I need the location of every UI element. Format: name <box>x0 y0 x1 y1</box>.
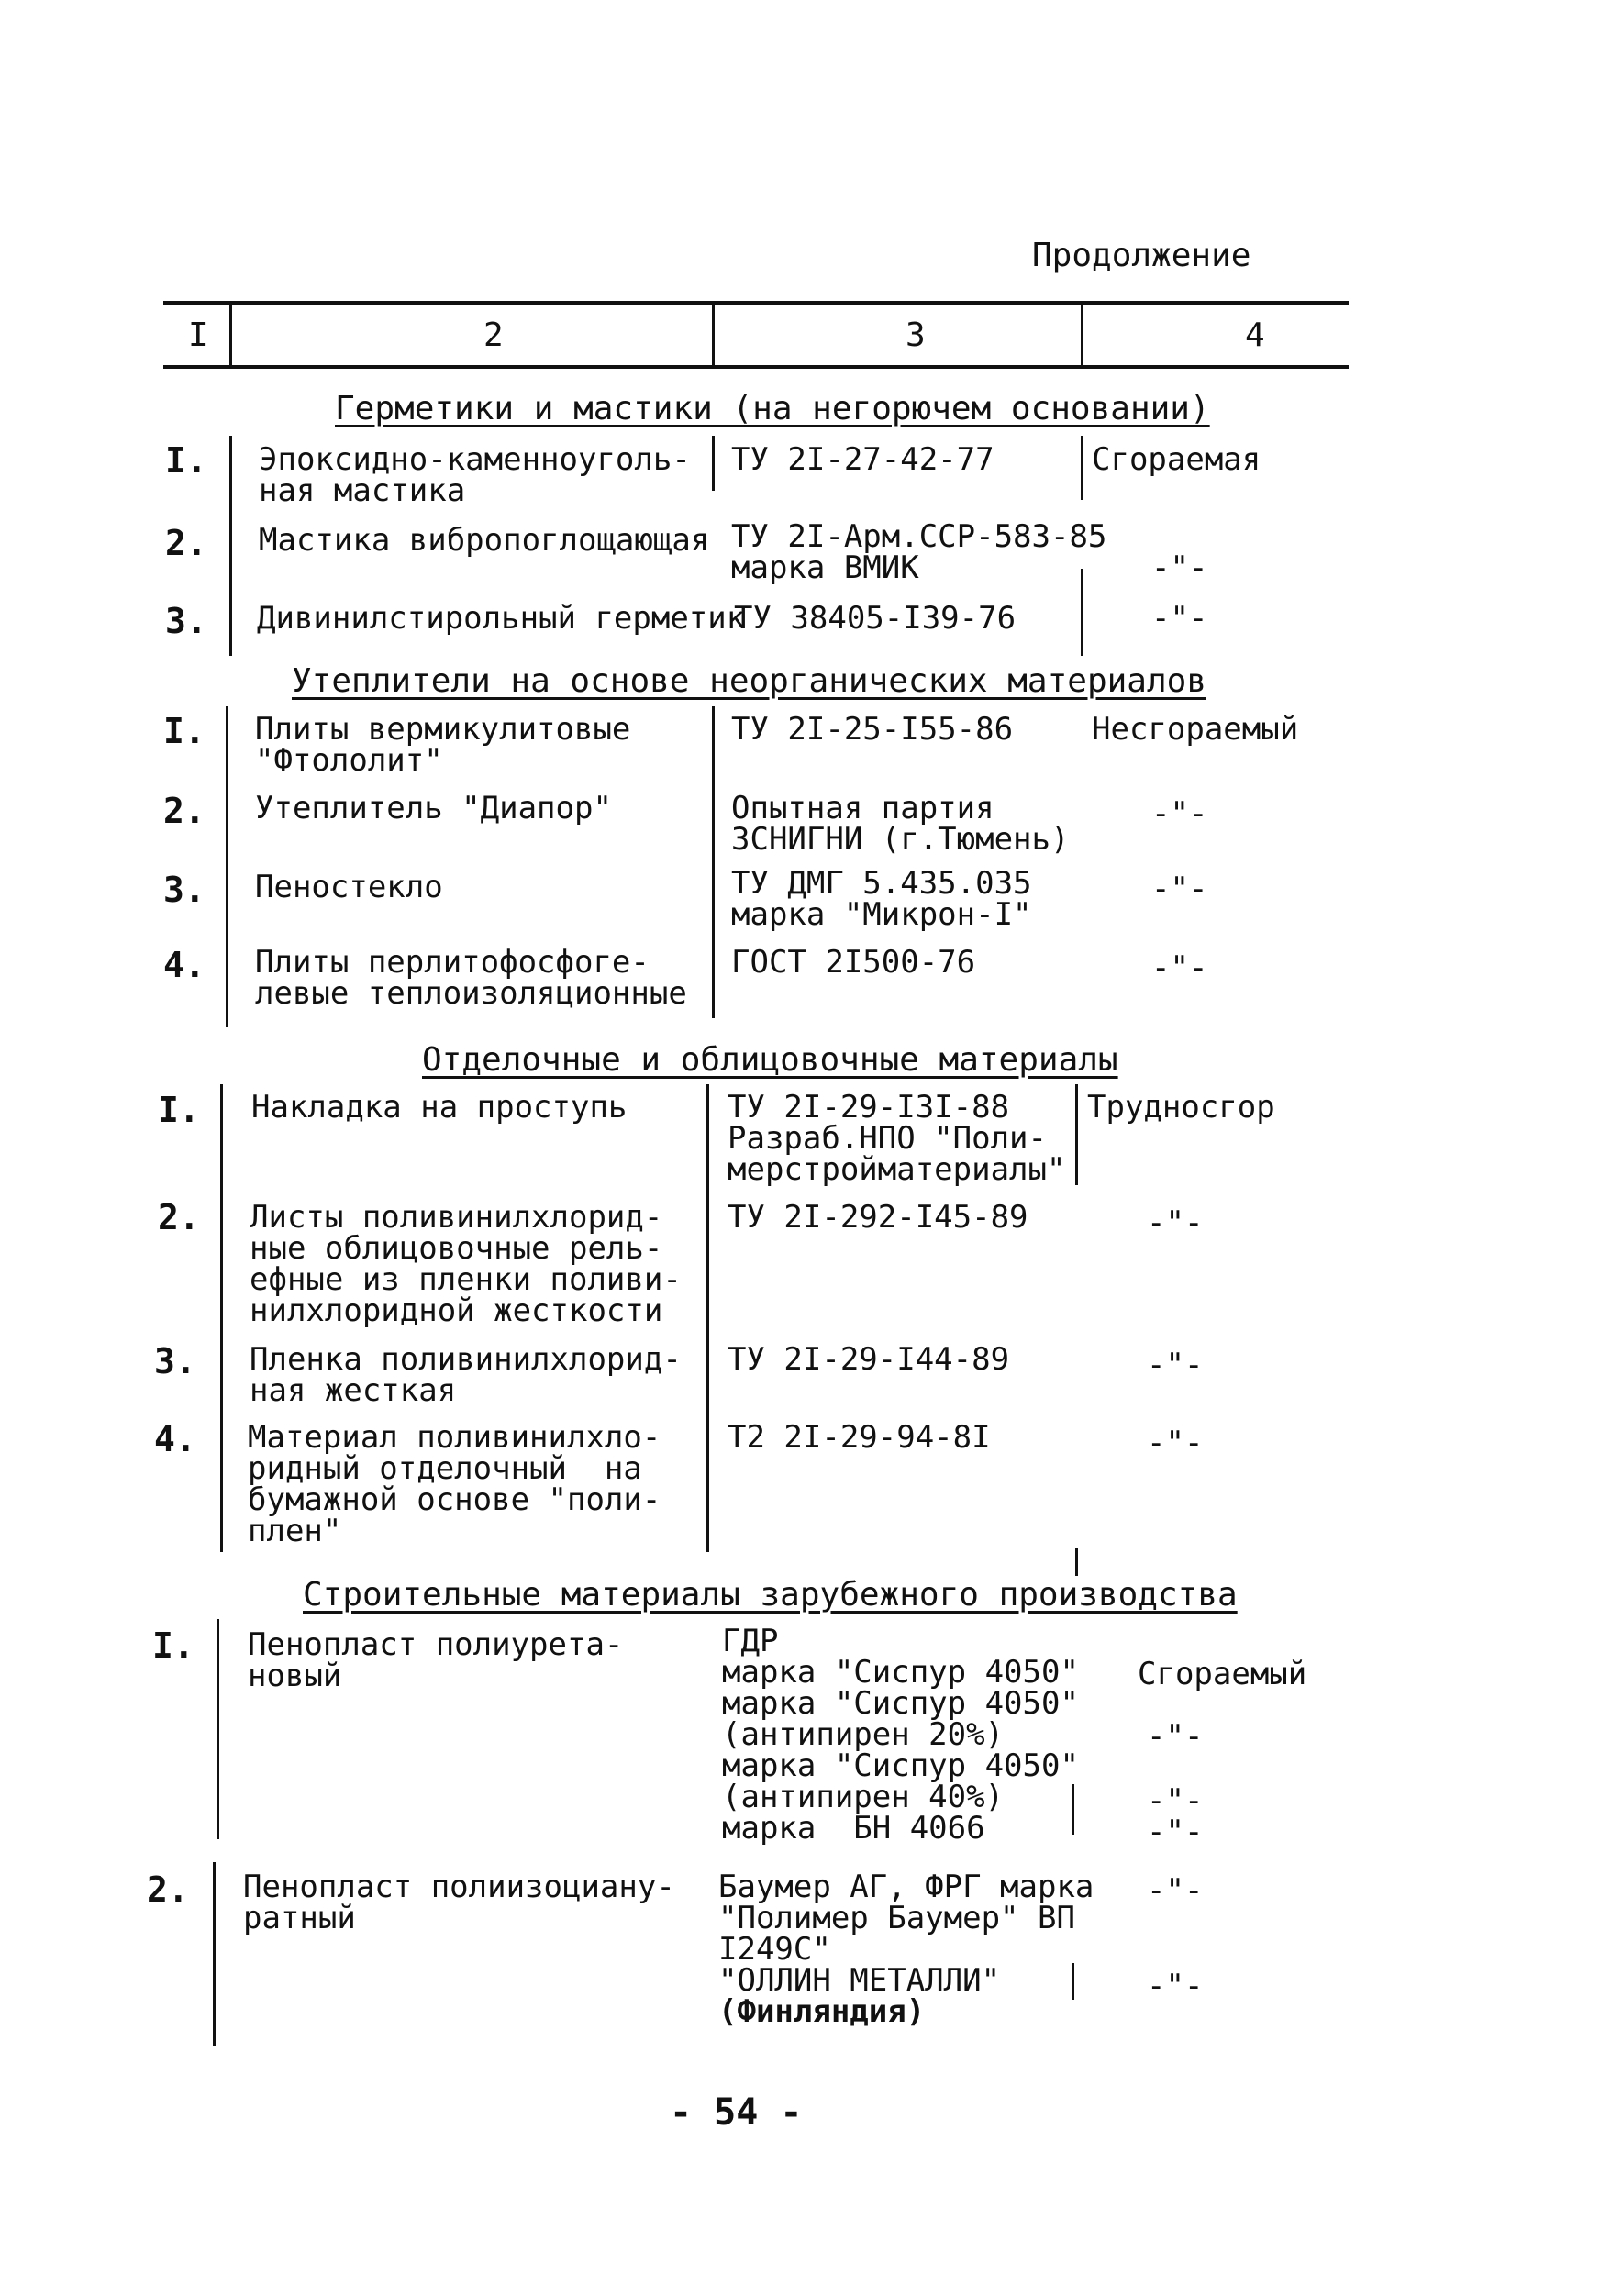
spec-line: ТУ 2I-292-I45-89 <box>728 1199 1028 1236</box>
material-name-line: Материал поливинилхло- <box>248 1419 661 1456</box>
row-number: 2. <box>147 1869 189 1910</box>
row-number: 4. <box>154 1419 196 1459</box>
spec-line: марка "Сиспур 4050" <box>722 1747 1079 1784</box>
row-number: I. <box>152 1625 194 1666</box>
ditto-mark: -"- <box>1147 1425 1204 1461</box>
column-separator <box>226 706 228 1027</box>
material-name-line: новый <box>248 1658 342 1694</box>
spec-line: (антипирен 20%) <box>722 1716 1005 1753</box>
material-name-line: "Фтололит" <box>255 742 443 779</box>
material-name-line: Листы поливинилхлорид- <box>250 1199 663 1236</box>
column-separator <box>1081 436 1083 500</box>
row-number: 4. <box>163 945 206 985</box>
spec-line: ГДР <box>722 1623 779 1659</box>
column-separator <box>220 1084 223 1552</box>
page-number: - 54 - <box>670 2091 803 2134</box>
spec-line: ТУ ДМГ 5.435.035 <box>731 865 1032 902</box>
material-name-line: плен" <box>248 1513 342 1549</box>
row-number: 2. <box>165 523 207 563</box>
material-name-line: ратный <box>243 1900 356 1936</box>
ditto-mark: -"- <box>1147 1204 1204 1241</box>
material-name-line: Дивинилстирольный герметик <box>257 600 746 637</box>
row-number: 3. <box>165 601 207 641</box>
header-bottom-rule <box>163 365 1349 369</box>
ditto-mark: -"- <box>1151 795 1208 832</box>
material-name-line: Пенопласт полиизоциану- <box>243 1869 675 1905</box>
ditto-mark: -"- <box>1151 949 1208 986</box>
flammability-value: Трудносгор <box>1087 1089 1275 1126</box>
flammability-value: Несгораемый <box>1092 711 1299 748</box>
spec-line: ЗСНИГНИ (г.Тюмень) <box>731 821 1070 858</box>
spec-line: (Финляндия) <box>718 1993 926 2030</box>
spec-line: ТУ 2I-29-I3I-88 <box>728 1089 1010 1126</box>
spec-line: ТУ 2I-25-I55-86 <box>731 711 1014 748</box>
ditto-mark: -"- <box>1147 1347 1204 1383</box>
spec-line: (антипирен 40%) <box>722 1779 1005 1815</box>
spec-line: "Полимер Баумер" ВП <box>718 1900 1075 1936</box>
header-separator-2 <box>712 303 715 367</box>
ditto-mark: -"- <box>1147 1872 1204 1909</box>
flammability-value: Сгораемая <box>1092 441 1261 478</box>
row-number: 3. <box>163 870 206 910</box>
header-separator-3 <box>1081 303 1083 367</box>
ditto-mark: -"- <box>1151 549 1208 586</box>
material-name-line: ная мастика <box>259 472 466 509</box>
row-number: 3. <box>154 1341 196 1381</box>
spec-line: ТУ 2I-29-I44-89 <box>728 1341 1010 1378</box>
row-number: I. <box>163 711 206 751</box>
material-name-line: Пеностекло <box>255 869 443 905</box>
spec-line: мерстройматериалы" <box>728 1151 1066 1188</box>
material-name-line: левые теплоизоляционные <box>255 975 687 1012</box>
column-separator <box>217 1619 219 1839</box>
spec-line: Т2 2I-29-94-8I <box>728 1419 991 1456</box>
spec-line: I249С" <box>718 1931 831 1968</box>
column-separator <box>1081 569 1083 656</box>
spec-line: марка ВМИК <box>731 549 919 586</box>
row-number: I. <box>158 1090 200 1130</box>
section-title: Утеплители на основе неорганических материалов <box>292 662 1206 700</box>
material-name-line: Пленка поливинилхлорид- <box>250 1341 682 1378</box>
spec-line: марка "Сиспур 4050" <box>722 1685 1079 1722</box>
material-name-line: ные облицовочные рель- <box>250 1230 663 1267</box>
spec-line: марка "Микрон-I" <box>731 896 1032 933</box>
spec-line: ТУ 2I-Арм.ССР-583-85 <box>731 518 1107 555</box>
header-top-rule <box>163 301 1349 305</box>
row-number: 2. <box>158 1197 200 1237</box>
material-name-line: ефные из пленки поливи- <box>250 1261 682 1298</box>
material-name-line: ная жесткая <box>250 1372 457 1409</box>
column-separator <box>213 1862 216 2046</box>
spec-line: Баумер АГ, ФРГ марка <box>718 1869 1094 1905</box>
spec-line: Опытная партия <box>731 790 994 826</box>
column-header-2: 2 <box>483 316 504 354</box>
material-name-line: Мастика вибропоглощающая <box>259 522 710 559</box>
material-name-line: ридный отделочный на <box>248 1450 642 1487</box>
material-name-line: Плиты перлитофосфоге- <box>255 944 650 981</box>
spec-line: Разраб.НПО "Поли- <box>728 1120 1047 1157</box>
section-title: Герметики и мастики (на негорючем основании) <box>335 390 1210 427</box>
column-separator <box>712 436 715 491</box>
spec-line: "ОЛЛИН МЕТАЛЛИ" <box>718 1962 1001 1999</box>
row-number: 2. <box>163 791 206 831</box>
section-title: Строительные материалы зарубежного производства <box>303 1576 1238 1614</box>
row-number: I. <box>165 440 207 481</box>
column-separator <box>706 1084 709 1552</box>
material-name-line: Пенопласт полиурета- <box>248 1626 624 1663</box>
ditto-mark: -"- <box>1147 1968 1204 2004</box>
column-separator <box>229 436 232 656</box>
material-name-line: Накладка на проступь <box>251 1089 628 1126</box>
material-name-line: Плиты вермикулитовые <box>255 711 631 748</box>
ditto-mark: -"- <box>1147 1814 1204 1850</box>
ditto-mark: -"- <box>1147 1718 1204 1755</box>
material-name-line: бумажной основе "поли- <box>248 1481 661 1518</box>
column-separator <box>1075 1548 1078 1576</box>
column-separator <box>1072 1963 1074 2000</box>
column-separator <box>1075 1084 1078 1185</box>
continuation-label: Продолжение <box>1032 237 1251 274</box>
section-title: Отделочные и облицовочные материалы <box>422 1041 1118 1079</box>
ditto-mark: -"- <box>1151 600 1208 637</box>
material-name-line: Эпоксидно-каменноуголь- <box>259 441 691 478</box>
column-separator <box>712 706 715 1018</box>
column-separator <box>1072 1784 1074 1835</box>
ditto-mark: -"- <box>1151 871 1208 907</box>
spec-line: ТУ 2I-27-42-77 <box>731 441 994 478</box>
spec-line: марка БН 4066 <box>722 1810 985 1847</box>
material-name-line: нилхлоридной жесткости <box>250 1292 663 1329</box>
flammability-value: Сгораемый <box>1138 1656 1307 1692</box>
spec-line: марка "Сиспур 4050" <box>722 1654 1079 1691</box>
ditto-mark: -"- <box>1147 1782 1204 1819</box>
column-header-4: 4 <box>1245 316 1265 354</box>
header-separator-1 <box>229 303 232 367</box>
material-name-line: Утеплитель "Диапор" <box>255 790 612 826</box>
column-header-3: 3 <box>906 316 926 354</box>
column-header-1: I <box>188 316 208 354</box>
spec-line: ГОСТ 2I500-76 <box>731 944 976 981</box>
spec-line: ТУ 38405-I39-76 <box>734 600 1017 637</box>
